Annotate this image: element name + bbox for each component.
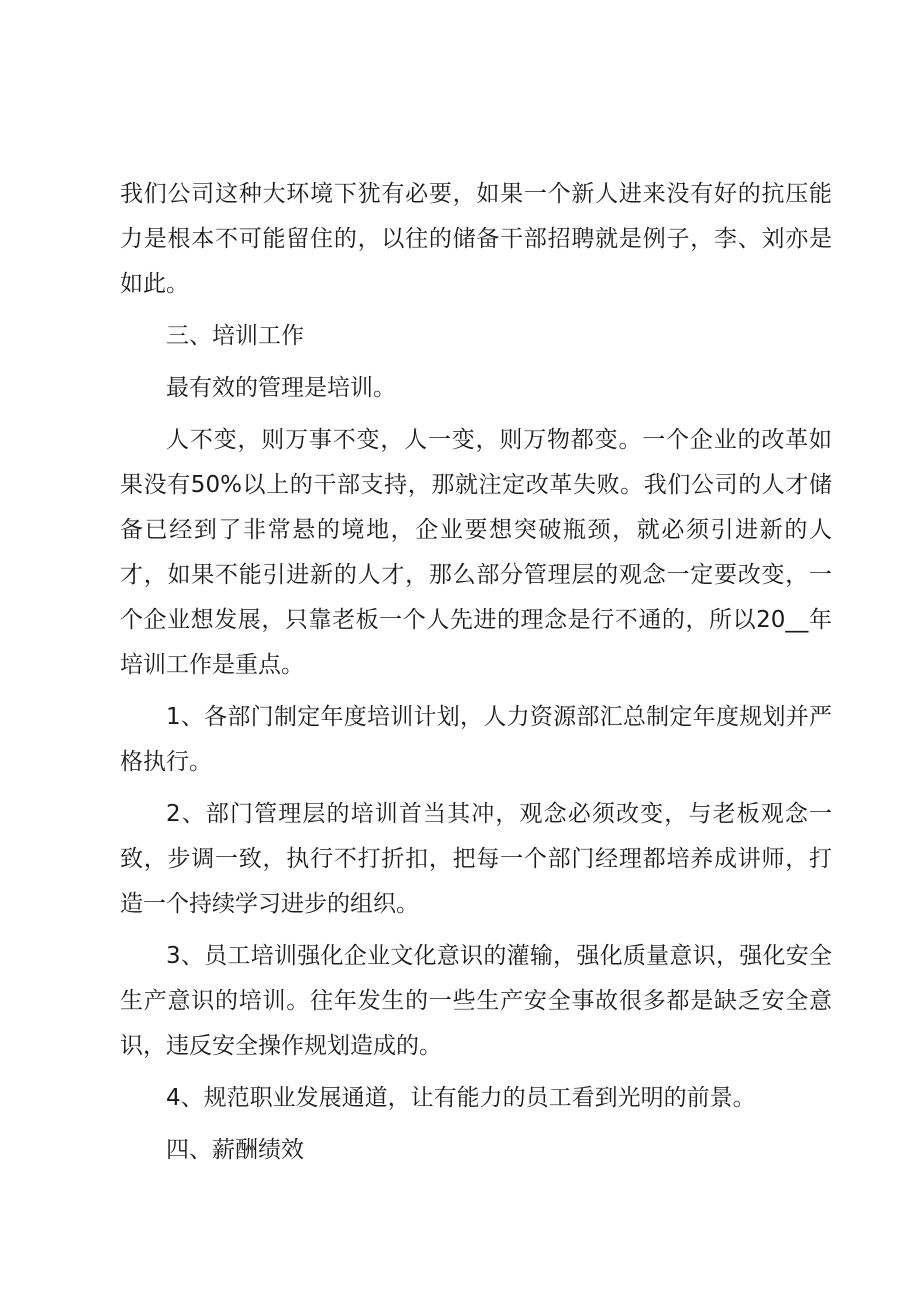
section-heading-training: 三、培训工作 (166, 323, 304, 349)
list-item: 1、各部门制定年度培训计划，人力资源部汇总制定年度规划并严格执行。 (120, 704, 832, 775)
paragraph-training-lead: 最有效的管理是培训。 (166, 375, 396, 401)
list-item: 2、部门管理层的培训首当其冲，观念必须改变，与老板观念一致，步调一致，执行不打折扣，把每一个部门经理都培养成讲师，打造一个持续学习进步的组织。 (120, 801, 832, 917)
section-heading-compensation: 四、薪酬绩效 (166, 1137, 304, 1163)
list-item: 4、规范职业发展通道，让有能力的员工看到光明的前景。 (166, 1085, 756, 1111)
document-body (120, 172, 832, 1173)
paragraph-continuation: 我们公司这种大环境下犹有必要，如果一个新人进来没有好的抗压能力是根本不可能留住的，以往的储备干部招聘就是例子，李、刘亦是如此。 (120, 181, 832, 297)
paragraph-training-main: 人不变，则万事不变，人一变，则万物都变。一个企业的改革如果没有50%以上的干部支持，那就注定改革失败。我们公司的人才储备已经到了非常悬的境地，企业要想突破瓶颈，就必须引进新的人才，如果不能引进新的人才，那么部分管理层的观念一定要改变，一个企业想发展，只靠老板一个人先进的理念是行不通的，所以20__年培训工作是重点。 (120, 427, 832, 678)
list-item: 3、员工培训强化企业文化意识的灌输，强化质量意识，强化安全生产意识的培训。往年发生的一些生产安全事故很多都是缺乏安全意识，违反安全操作规划造成的。 (120, 943, 832, 1059)
